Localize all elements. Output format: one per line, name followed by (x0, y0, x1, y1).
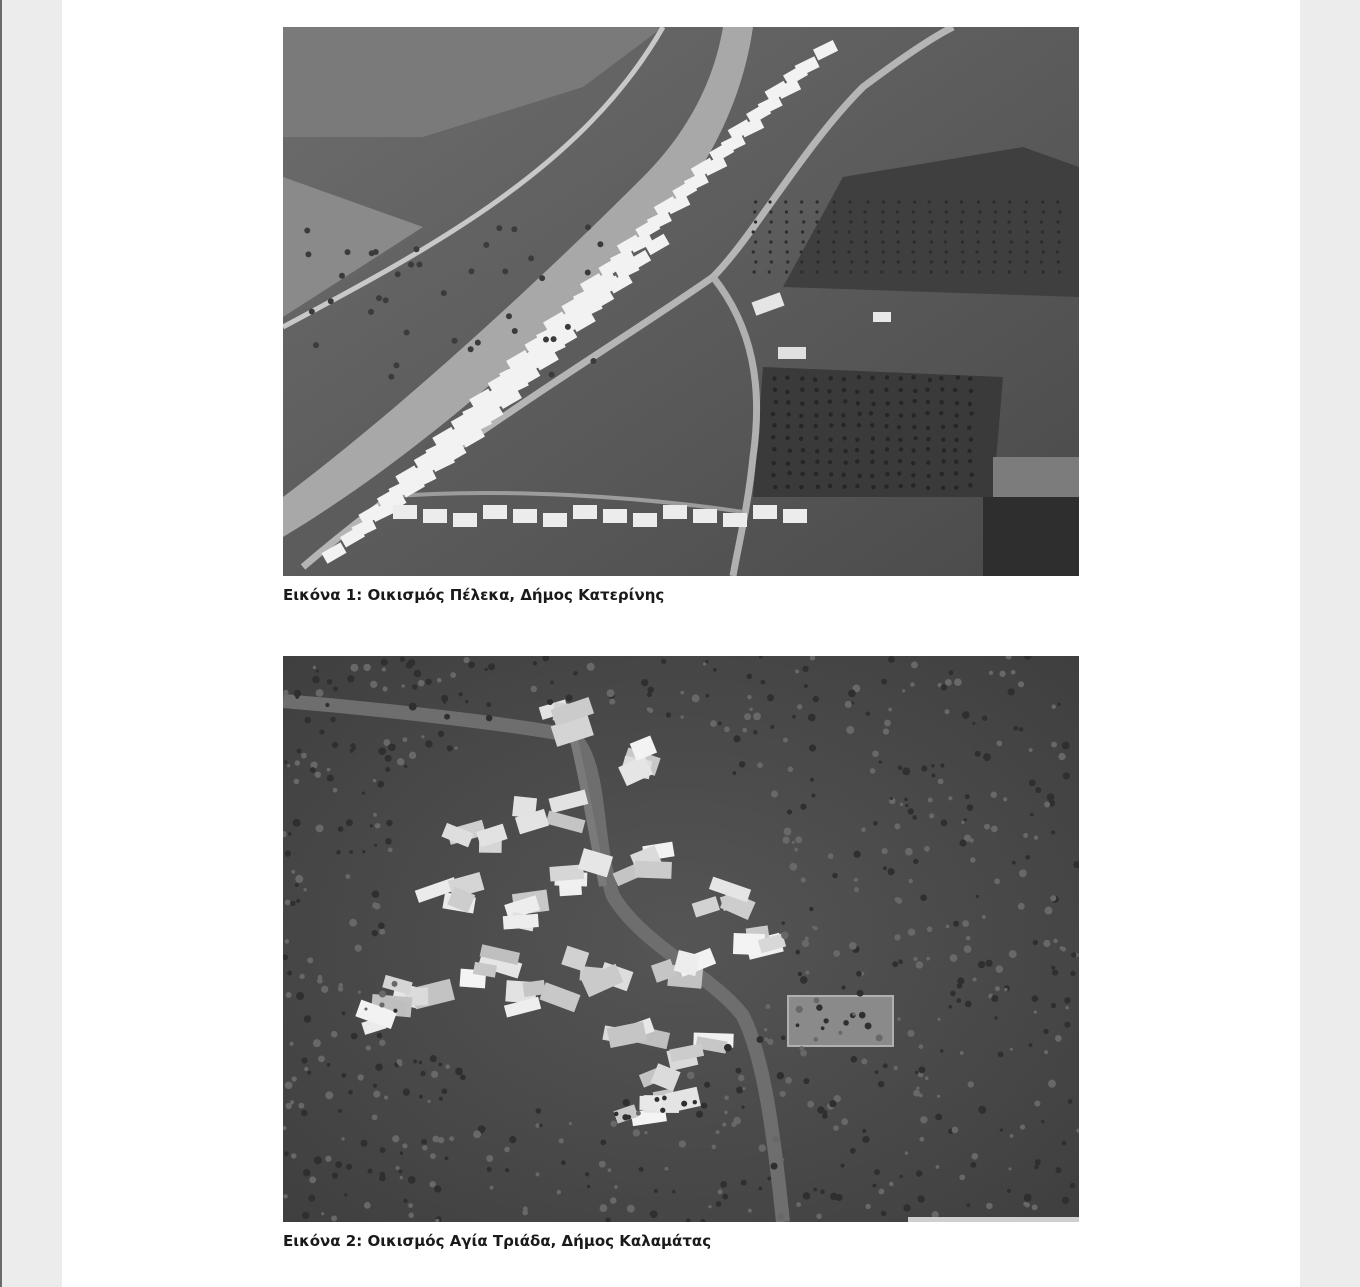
figure-1-aerial-photo (283, 27, 1079, 576)
figure-1-caption: Εικόνα 1: Οικισμός Πέλεκα, Δήμος Κατερίνης (283, 586, 665, 604)
document-page (62, 0, 1300, 1287)
figure-2-caption: Εικόνα 2: Οικισμός Αγία Τριάδα, Δήμος Καλαμάτας (283, 1232, 712, 1250)
viewer-edge (0, 0, 2, 1287)
aerial-photo-1 (283, 27, 1079, 576)
aerial-photo-2 (283, 656, 1079, 1222)
figure-2-aerial-photo (283, 656, 1079, 1222)
